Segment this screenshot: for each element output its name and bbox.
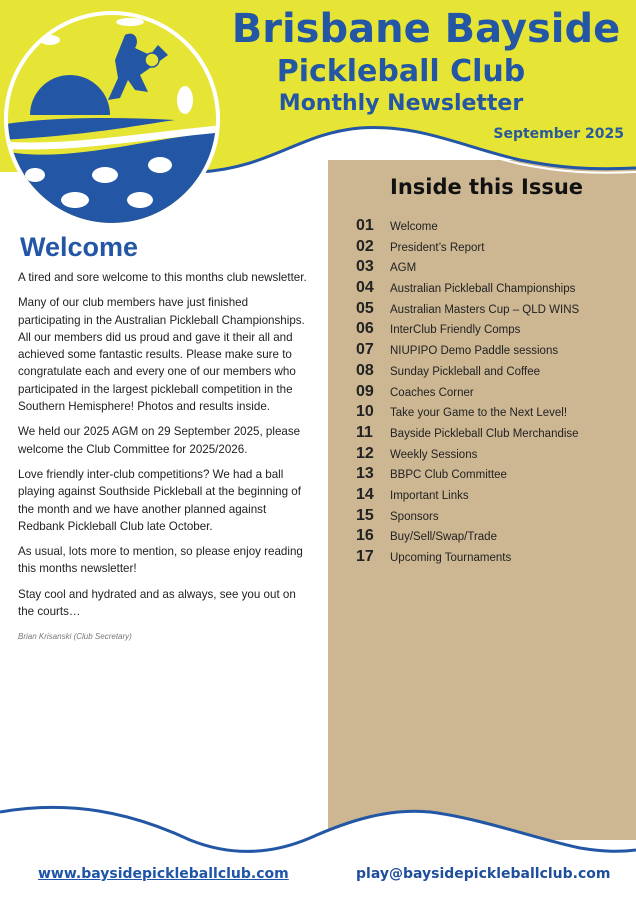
toc-item-number: 06 bbox=[356, 320, 374, 338]
toc-item-label: Bayside Pickleball Club Merchandise bbox=[390, 427, 579, 440]
toc-item-number: 05 bbox=[356, 299, 374, 317]
toc-item-number: 09 bbox=[356, 382, 374, 400]
toc-item[interactable] bbox=[330, 320, 630, 341]
toc-item-label: AGM bbox=[390, 262, 417, 275]
issue-date: September 2025 bbox=[493, 126, 624, 142]
toc-item[interactable] bbox=[330, 362, 630, 383]
welcome-paragraph: As usual, lots more to mention, so please enjoy reading this months newsletter! bbox=[18, 545, 303, 576]
welcome-signature: Brian Krisanski (Club Secretary) bbox=[18, 632, 132, 642]
welcome-paragraph: We held our 2025 AGM on 29 September 2025, please welcome the Club Committee for 2025/2026. bbox=[18, 425, 301, 456]
toc-item[interactable] bbox=[330, 403, 630, 424]
toc-item[interactable] bbox=[330, 445, 630, 466]
toc-item[interactable] bbox=[330, 279, 630, 300]
toc-title: Inside this Issue bbox=[390, 175, 584, 199]
title-club-type: Pickleball Club bbox=[276, 54, 526, 89]
welcome-paragraph: A tired and sore welcome to this months club newsletter. bbox=[18, 271, 307, 284]
toc-item[interactable] bbox=[330, 383, 630, 404]
toc-item-number: 02 bbox=[356, 237, 374, 255]
toc-item-label: NIUPIPO Demo Paddle sessions bbox=[390, 345, 559, 358]
toc-item-label: Important Links bbox=[390, 489, 469, 502]
toc-item-label: Buy/Sell/Swap/Trade bbox=[390, 531, 497, 544]
toc-item-number: 03 bbox=[356, 258, 374, 276]
toc-item-number: 14 bbox=[356, 485, 374, 503]
email-link[interactable]: play@baysidepickleballclub.com bbox=[356, 866, 611, 882]
toc-item-number: 07 bbox=[356, 341, 374, 359]
toc-item-label: Take your Game to the Next Level! bbox=[390, 407, 568, 420]
toc-item-label: Sponsors bbox=[390, 510, 439, 523]
toc-item-label: BBPC Club Committee bbox=[390, 469, 507, 482]
toc-item-label: Welcome bbox=[390, 221, 438, 233]
toc-item-number: 10 bbox=[356, 403, 374, 421]
toc-item-label: Australian Masters Cup – QLD WINS bbox=[390, 303, 580, 316]
toc-item-label: Coaches Corner bbox=[390, 386, 474, 399]
toc-item-label: Weekly Sessions bbox=[390, 448, 478, 461]
toc-item-label: President’s Report bbox=[390, 241, 485, 254]
toc-item-label: Australian Pickleball Championships bbox=[390, 283, 576, 296]
title-newsletter: Monthly Newsletter bbox=[278, 91, 524, 116]
toc-item-label: Sunday Pickleball and Coffee bbox=[390, 365, 541, 378]
toc-item[interactable] bbox=[330, 341, 630, 362]
newsletter-title bbox=[210, 4, 636, 118]
toc-item[interactable] bbox=[330, 300, 630, 321]
toc-item-number: 11 bbox=[356, 423, 373, 441]
title-club-name: Brisbane Bayside bbox=[231, 6, 621, 52]
welcome-title: Welcome bbox=[20, 232, 139, 262]
toc-item-label: Upcoming Tournaments bbox=[390, 552, 512, 564]
toc-list bbox=[330, 217, 630, 569]
toc-item-number: 04 bbox=[356, 279, 374, 297]
toc-item[interactable] bbox=[330, 238, 630, 259]
toc-item[interactable] bbox=[330, 258, 630, 279]
welcome-paragraph: Stay cool and hydrated and as always, see you out on the courts… bbox=[18, 587, 296, 619]
toc-item-number: 08 bbox=[356, 361, 374, 379]
welcome-section bbox=[18, 232, 308, 654]
toc-item[interactable] bbox=[330, 486, 630, 507]
toc-item[interactable] bbox=[330, 424, 630, 445]
toc-item-number: 16 bbox=[356, 527, 374, 545]
toc-item-number: 15 bbox=[356, 506, 374, 524]
website-link[interactable]: www.baysidepickleballclub.com bbox=[38, 866, 289, 882]
table-of-contents bbox=[330, 175, 630, 569]
welcome-paragraph: Many of our club members have just finished participating in the Australian Pickleball Championships. All our members did us proud and gave it their all and achieved some fantastic results. Please make sure to congratulate each and every one of our members who participated in the largest pickleball competition in the Southern Hemisphere! Photos and results inside. bbox=[18, 296, 305, 414]
toc-item[interactable] bbox=[330, 217, 630, 238]
welcome-paragraph: Love friendly inter-club competitions? We had a ball playing against Southside Pickleball at the beginning of the month and we have another planned against Redbank Pickleball Club late October. bbox=[18, 467, 301, 533]
toc-item[interactable] bbox=[330, 507, 630, 528]
toc-item-number: 17 bbox=[356, 548, 374, 565]
toc-item[interactable] bbox=[330, 465, 630, 486]
toc-item-number: 12 bbox=[356, 444, 374, 462]
toc-item-number: 01 bbox=[356, 217, 374, 234]
toc-item[interactable] bbox=[330, 527, 630, 548]
toc-item-label: InterClub Friendly Comps bbox=[390, 324, 521, 337]
toc-item-number: 13 bbox=[356, 465, 374, 483]
toc-item[interactable] bbox=[330, 548, 630, 569]
